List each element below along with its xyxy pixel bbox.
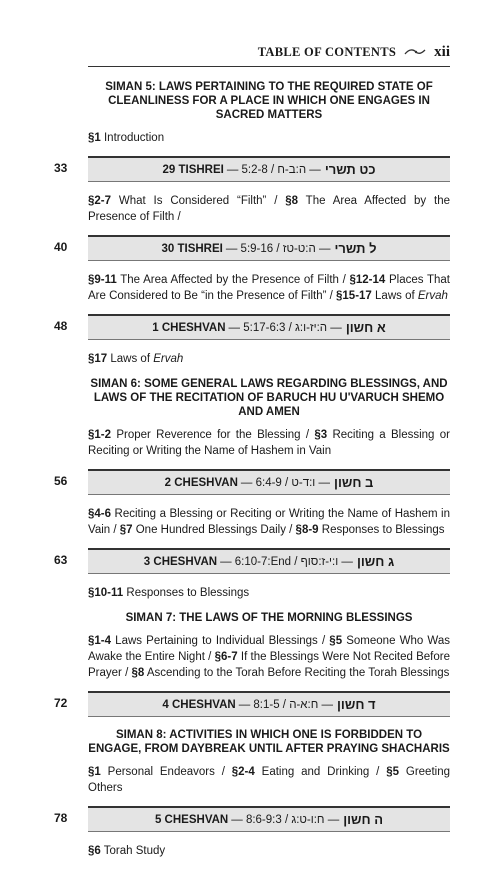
section-text: Places That Are Considered to Be “in the Presence of Filth” / [88,274,450,302]
day-banner[interactable] [88,156,450,182]
section-text: Personal Endeavors / [100,766,232,778]
section-text: The Area Affected by the Presence of Filth / [88,195,450,223]
siman-heading: SIMAN 5: LAWS PERTAINING TO THE REQUIRED STATE OF CLEANLINESS FOR A PLACE IN WHICH ONE ENGAGES IN SACRED MATTERS [105,81,433,121]
page-ref-number[interactable]: 48 [54,319,68,333]
day-row [0,548,500,574]
section-entry [88,843,450,859]
day-hebrew-date: ל תשרי [334,241,377,256]
section-text: Reciting a Blessing or Reciting or Writing the Name of Hashem in Vain [88,429,450,457]
section-entry [88,506,450,538]
day-date: 4 CHESHVAN [162,698,236,711]
page-ref-number[interactable]: 56 [54,474,68,488]
day-hebrew-date: כט תשרי [324,162,376,177]
section-number: §8 [285,195,299,207]
page-ref-number[interactable]: 33 [54,161,68,175]
day-row [0,691,500,717]
day-banner[interactable] [88,469,450,495]
day-reference: — 8:1-5 / ח:א-ה — [238,698,333,711]
section-text: Ervah [417,290,448,302]
section-entry [88,427,450,459]
siman-heading: SIMAN 7: THE LAWS OF THE MORNING BLESSINGS [125,612,413,624]
section-number: §2-4 [231,766,255,778]
section-text: Laws of [371,290,418,302]
section-number: §7 [119,524,133,536]
section-number: §4-6 [88,508,112,520]
siman-heading: SIMAN 6: SOME GENERAL LAWS REGARDING BLESSINGS, AND LAWS OF THE RECITATION OF BARUCH HU U'VARUCH SHEMO AND AMEN [90,378,448,418]
section-text: Responses to Blessings [318,524,445,536]
section-text: Laws Pertaining to Individual Blessings / [111,635,330,647]
section-text: Laws of [107,353,154,365]
toc-content [0,76,500,869]
section-entry [88,272,450,304]
day-banner[interactable] [88,235,450,261]
day-date: 30 TISHREI [161,242,223,255]
day-banner[interactable] [88,314,450,340]
section-text: Reciting a Blessing or Reciting or Writing the Name of Hashem in Vain / [88,508,450,536]
section-number: §12-14 [349,274,386,286]
section-number: §9-11 [88,274,117,286]
section-text: Ervah [153,353,184,365]
day-hebrew-date: ד חשון [337,697,376,712]
page-ref-number[interactable]: 72 [54,696,68,710]
section-text: Someone Who Was Awake the Entire Night / [88,635,450,663]
section-entry [88,585,450,601]
day-reference: — 5:17-6:3 / ה:יז-ו:ג — [228,321,342,334]
day-banner[interactable] [88,548,450,574]
day-reference: — 8:6-9:3 / ח:ו-ט:ג — [231,813,340,826]
day-row [0,806,500,832]
day-date: 5 CHESHVAN [154,813,229,826]
section-number: §1-2 [88,429,112,441]
section-text: Ascending to the Torah Before Reciting the Torah Blessings [144,667,450,679]
section-number: §1 [88,766,101,778]
section-text: What Is Considered “Filth” / [111,195,286,207]
day-hebrew-date: ה חשון [343,812,384,827]
day-reference: — 5:2-8 / ה:ב-ח — [226,163,321,176]
section-entry [88,130,450,146]
header-title: TABLE OF CONTENTS [257,44,397,59]
section-text: Eating and Drinking / [254,766,387,778]
day-hebrew-date: ב חשון [334,475,374,490]
day-reference: — 6:10-7:End / ו:י-ז:סוף — [220,555,353,568]
section-number: §3 [314,429,328,441]
section-number: §10-11 [88,587,124,599]
section-number: §1-4 [88,635,112,647]
section-text: Introduction [100,132,165,144]
day-row [0,235,500,261]
section-text: Torah Study [100,845,166,857]
section-number: §17 [88,353,108,365]
section-text: Proper Reverence for the Blessing / [111,429,315,441]
section-number: §1 [88,132,101,144]
day-hebrew-date: א חשון [345,320,386,335]
day-banner[interactable] [88,691,450,717]
day-hebrew-date: ג חשון [356,554,395,569]
section-text: The Area Affected by the Presence of Filth / [116,274,350,286]
siman-heading: SIMAN 8: ACTIVITIES IN WHICH ONE IS FORBIDDEN TO ENGAGE, FROM DAYBREAK UNTIL AFTER PRAYING SHACHARIS [88,729,450,755]
section-number: §5 [329,635,343,647]
section-number: §2-7 [88,195,112,207]
section-text: Responses to Blessings [123,587,250,599]
section-entry [88,351,450,367]
section-number: §8-9 [295,524,319,536]
page-ref-number[interactable]: 78 [54,811,68,825]
day-reference: — 5:9-16 / ה:ט-טז — [225,242,331,255]
day-row [0,469,500,495]
day-row [0,314,500,340]
day-date: 29 TISHREI [162,163,224,176]
day-date: 2 CHESHVAN [164,476,238,489]
section-text: Greeting Others [88,766,450,794]
running-header [88,38,450,67]
section-text: If the Blessings Were Not Recited Before Prayer / [88,651,450,679]
section-number: §8 [131,667,145,679]
day-banner[interactable] [88,806,450,832]
section-text: One Hundred Blessings Daily / [132,524,296,536]
page-ref-number[interactable]: 40 [54,240,68,254]
day-date: 3 CHESHVAN [143,555,218,568]
section-entry [88,764,450,796]
page-ref-number[interactable]: 63 [54,553,68,567]
day-date: 1 CHESHVAN [152,321,226,334]
ornament-icon [404,47,426,57]
section-number: §6-7 [214,651,238,663]
section-entry [88,193,450,225]
section-entry [88,633,450,681]
section-number: §15-17 [336,290,372,302]
day-row [0,156,500,182]
page-number: xii [434,43,450,60]
section-number: §6 [88,845,101,857]
day-reference: — 6:4-9 / ו:ד-ט — [240,476,331,489]
section-number: §5 [386,766,400,778]
